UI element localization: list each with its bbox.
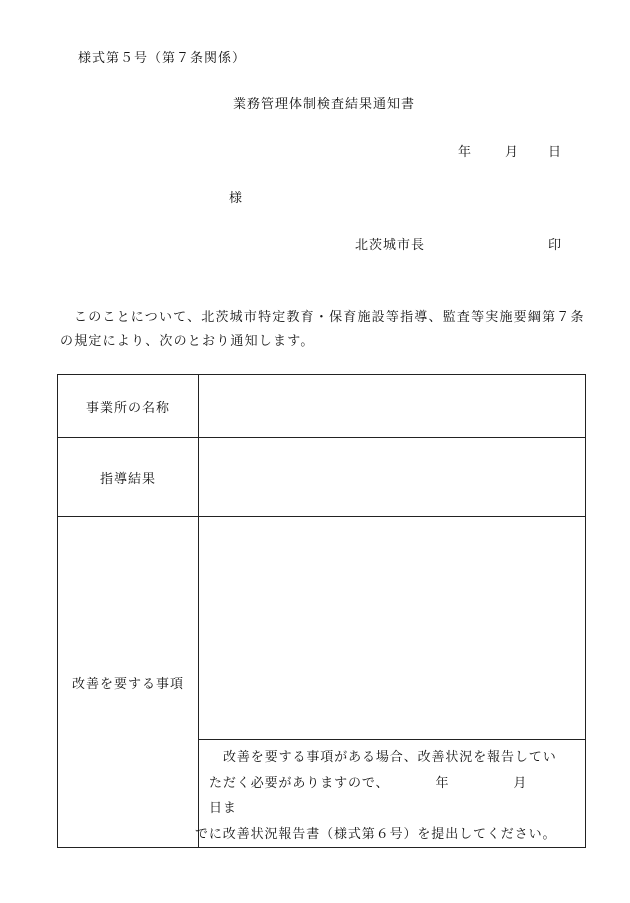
inspection-result-table bbox=[57, 374, 586, 848]
improvement-note-line1: 改善を要する事項がある場合、改善状況を報告してい bbox=[223, 750, 557, 765]
facility-name-value bbox=[199, 375, 586, 438]
guidance-result-value bbox=[199, 438, 586, 517]
improvement-cell bbox=[195, 517, 586, 848]
facility-name-label: 事業所の名称 bbox=[58, 375, 199, 438]
improvement-value bbox=[199, 517, 585, 740]
seal-mark: 印 bbox=[548, 238, 562, 253]
date-month-label: 月 bbox=[505, 145, 519, 160]
improvement-note-line2-end: 日ま bbox=[209, 801, 237, 816]
form-number: 様式第５号（第７条関係） bbox=[78, 51, 247, 66]
issuer-name: 北茨城市長 bbox=[355, 238, 426, 253]
improvement-note-line3: でに改善状況報告書（様式第６号）を提出してください。 bbox=[195, 826, 557, 842]
improvement-note-year: 年 bbox=[435, 775, 450, 791]
improvement-note bbox=[195, 740, 585, 847]
improvement-note-month: 月 bbox=[513, 775, 528, 791]
table-row-facility-name bbox=[58, 375, 586, 438]
table-row-guidance-result bbox=[58, 438, 586, 517]
document-title: 業務管理体制検査結果通知書 bbox=[233, 97, 416, 112]
body-paragraph: このことについて、北茨城市特定教育・保育施設等指導、監査等実施要綱第７条の規定により、次のとおり通知します。 bbox=[60, 310, 585, 349]
date-year-label: 年 bbox=[458, 145, 472, 160]
date-day-label: 日 bbox=[548, 145, 562, 160]
table-row-improvement bbox=[58, 517, 586, 848]
guidance-result-label: 指導結果 bbox=[58, 438, 199, 517]
addressee-suffix: 様 bbox=[229, 191, 243, 206]
improvement-note-line2-start: ただく必要がありますので、 bbox=[209, 775, 390, 791]
improvement-label: 改善を要する事項 bbox=[58, 517, 199, 848]
